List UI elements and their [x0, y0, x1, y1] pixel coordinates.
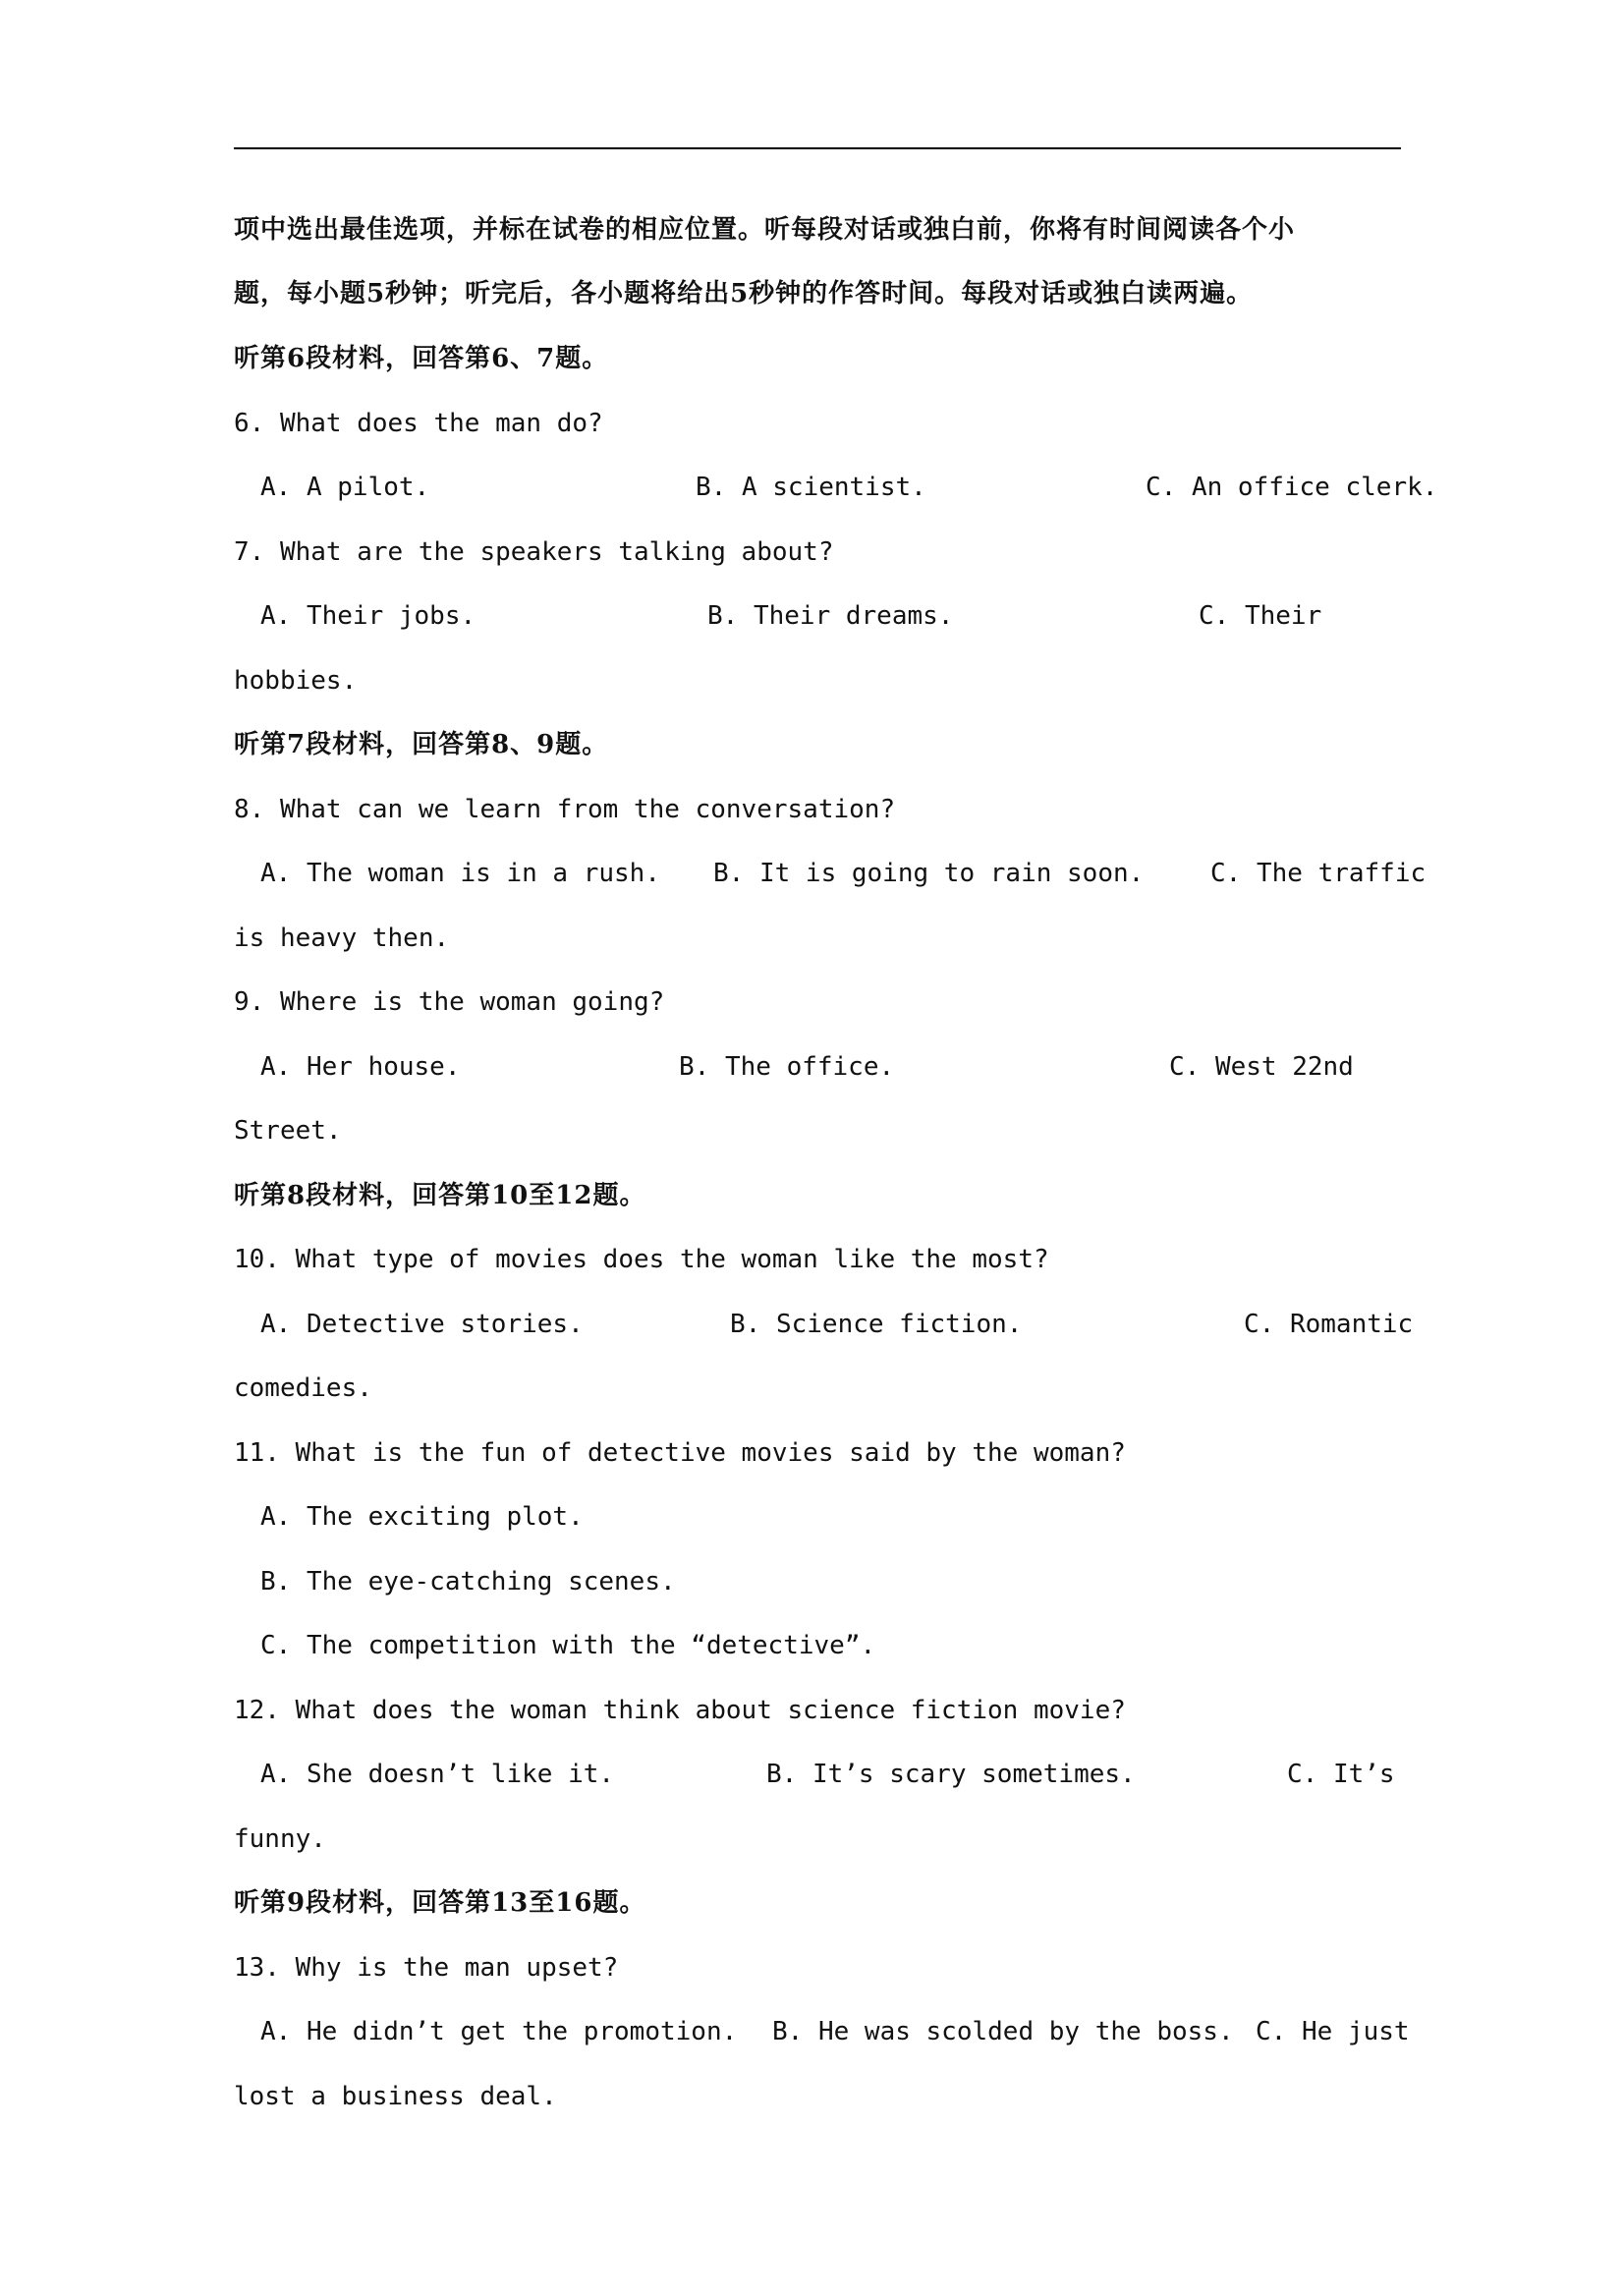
instruction-line-2: 题，每小题5秒钟；听完后，各小题将给出5秒钟的作答时间。每段对话或独白读两遍。 [234, 279, 1254, 308]
option-wrap-text: Street. [234, 1116, 342, 1146]
question-stem: 8. What can we learn from the conversation? [234, 795, 896, 824]
option-b: B. Science fiction. [730, 1310, 1023, 1339]
option-c: C. West 22nd [1169, 1052, 1354, 1082]
option-a: A. Her house. [260, 1052, 461, 1082]
option-a-line [234, 1497, 1401, 1537]
option-c: C. An office clerk. [1146, 473, 1438, 502]
question-stem: 13. Why is the man upset? [234, 1953, 619, 1983]
question-stem: 6. What does the man do? [234, 409, 603, 438]
option-wrap-text: is heavy then. [234, 924, 450, 953]
section-heading: 听第6段材料，回答第6、7题。 [234, 344, 609, 373]
question-options [234, 1305, 1414, 1344]
option-a: A. The woman is in a rush. [260, 859, 660, 888]
option-c: C. Their [1199, 601, 1322, 631]
option-wrap-text: funny. [234, 1824, 326, 1854]
option-b: B. The eye-catching scenes. [260, 1567, 676, 1596]
option-c: C. The traffic [1210, 859, 1427, 888]
option-b: B. A scientist. [696, 473, 926, 502]
option-c: C. He just [1256, 2017, 1410, 2046]
question-options [234, 596, 1401, 636]
question-stem: 7. What are the speakers talking about? [234, 537, 834, 567]
option-b: B. Their dreams. [707, 601, 954, 631]
question-stem: 11. What is the fun of detective movies said by the woman? [234, 1438, 1126, 1468]
option-a: A. Their jobs. [260, 601, 476, 631]
option-b: B. He was scolded by the boss. [772, 2017, 1234, 2046]
question-stem: 12. What does the woman think about science fiction movie? [234, 1696, 1126, 1725]
option-a: A. He didn’t get the promotion. [260, 2017, 738, 2046]
question-options [234, 468, 1438, 507]
question-options [234, 2012, 1410, 2051]
question-options [234, 854, 1427, 893]
option-c: C. Romantic [1244, 1310, 1414, 1339]
option-b: B. It is going to rain soon. [713, 859, 1145, 888]
question-stem: 9. Where is the woman going? [234, 987, 665, 1017]
question-options [234, 1047, 1401, 1087]
option-a: A. A pilot. [260, 473, 430, 502]
option-a: A. The exciting plot. [260, 1502, 584, 1532]
option-c: C. The competition with the “detective”. [260, 1631, 876, 1660]
section-heading: 听第7段材料，回答第8、9题。 [234, 730, 609, 759]
option-a: A. She doesn’t like it. [260, 1760, 615, 1789]
option-b-line [234, 1562, 1401, 1601]
option-b: B. The office. [679, 1052, 895, 1082]
question-stem: 10. What type of movies does the woman like the most? [234, 1245, 1049, 1274]
section-heading: 听第8段材料，回答第10至12题。 [234, 1181, 646, 1210]
option-c-line [234, 1626, 1401, 1665]
question-options [234, 1755, 1401, 1794]
section-heading: 听第9段材料，回答第13至16题。 [234, 1888, 646, 1918]
option-wrap-text: comedies. [234, 1373, 372, 1403]
option-wrap-text: lost a business deal. [234, 2082, 557, 2111]
header-rule [234, 147, 1401, 149]
option-c: C. It’s [1287, 1760, 1395, 1789]
option-wrap-text: hobbies. [234, 666, 358, 696]
option-a: A. Detective stories. [260, 1310, 584, 1339]
instruction-line-1: 项中选出最佳选项，并标在试卷的相应位置。听每段对话或独白前，你将有时间阅读各个小 [234, 215, 1296, 245]
option-b: B. It’s scary sometimes. [766, 1760, 1136, 1789]
